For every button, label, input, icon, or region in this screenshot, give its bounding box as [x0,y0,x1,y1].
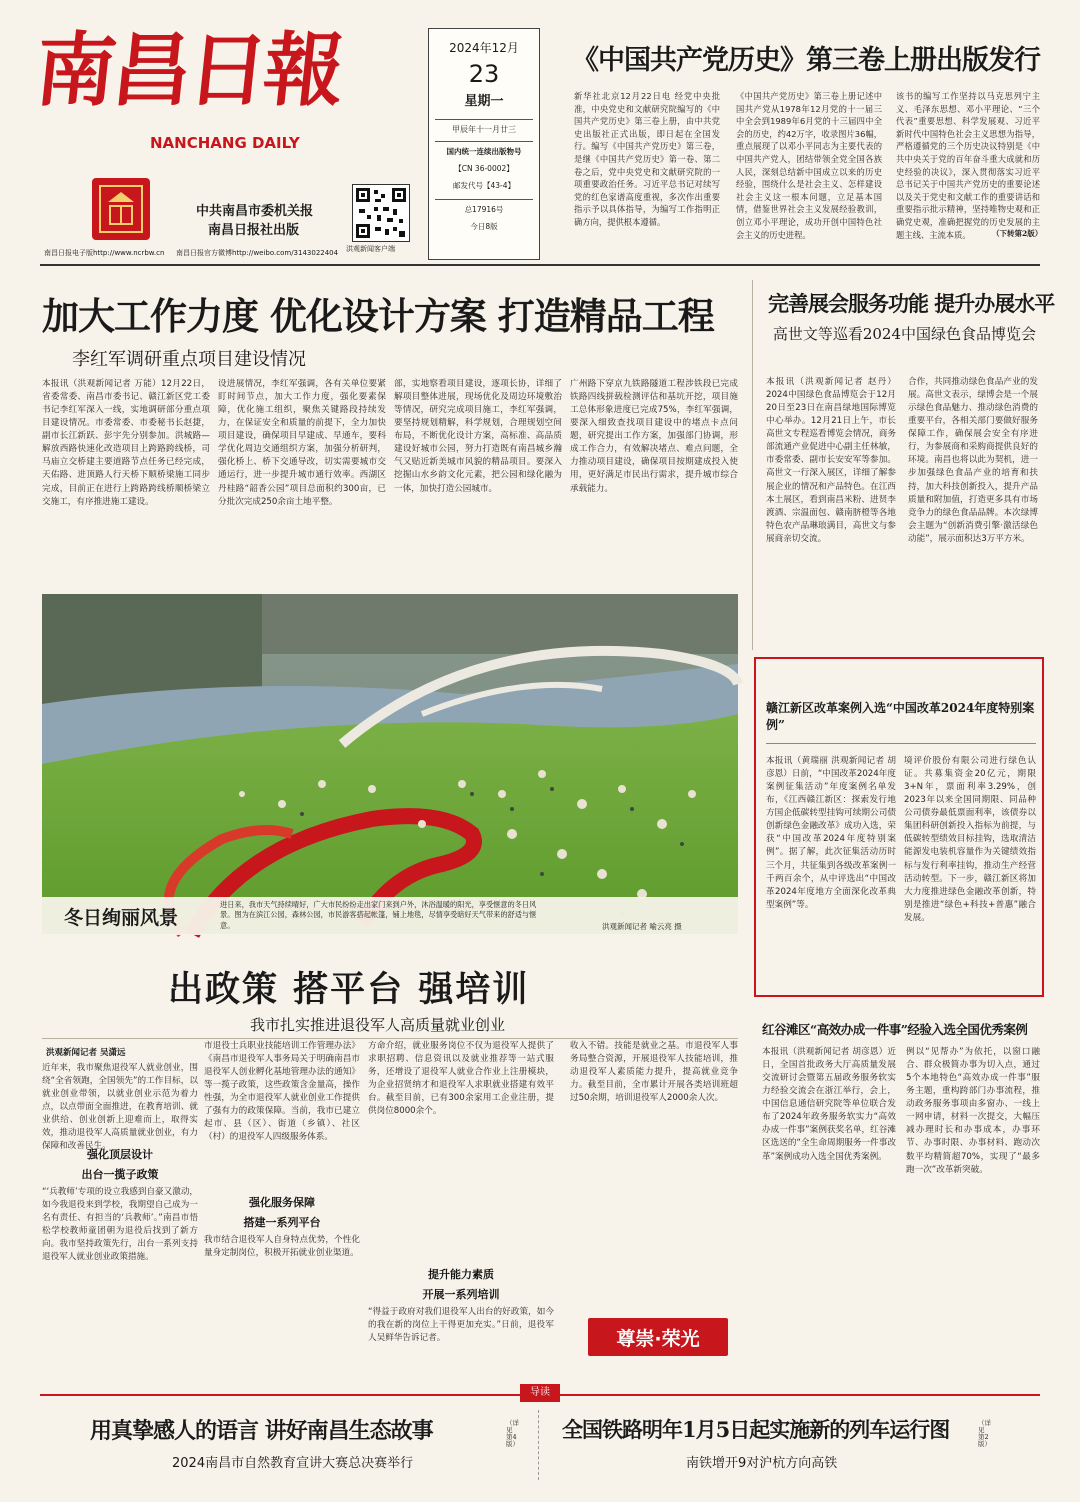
photo-title: 冬日绚丽风景 [64,907,179,929]
masthead-title-cn: 南昌日報 [31,23,345,117]
guide-right-note[interactable]: （详见第2版） [978,1419,991,1449]
jobs-sub-2: 强化服务保障 [249,1196,315,1209]
hongutan-headline[interactable]: 红谷滩区“高效办成一件事”经验入选全国优秀案例 [762,1022,1028,1037]
expo-subhead: 高世文等巡看2024中国绿色食品博览会 [772,325,1036,343]
lunar-date: 甲辰年十一月廿三 [452,125,516,134]
feature-box [754,657,1044,997]
jobs-sub-3b: 开展一系列培训 [422,1288,500,1301]
guide-left-note[interactable]: （详见第4版） [506,1419,519,1449]
publisher-line-2: 南昌日报社出版 [208,223,300,238]
jobs-col-1-text: 近年来，我市聚焦退役军人就业创业，围绕“全省领跑，全国领先”的工作目标，以就业创业带领，以就业创业示范为着力点，以点带面全面推进，在教育培训、就业供给、创业创新上迎难而上，取得实效，推动退役军人高质量就业创业，有力保障和改善民生。 [42,1063,198,1152]
main-col-1: 本报讯（洪观新闻记者 万能）12月22日，省委常委、南昌市委书记、赣江新区党工委书记李红军深入一线，实地调研部分重点项目建设情况。市委常委、市委秘书长赵捷，副市长江新跃、彭宇先分别参加。洪城路—解放西路快速化改造项目上跨路跨线桥，司马庙立交桥建主要道路节点任务已经完成，天佑路、进顶路人行天桥下顺桥梁施工同步完成，目前正在进行上跨路跨线桥顺桥梁立交施工，有序推进施工建设。 [42,379,210,507]
feature-col-1: 本报讯（黄瑞丽 洪观新闻记者 胡彦恩）日前，“中国改革2024年度案例征集活动”年度案例名单发布，《江西赣江新区：探索发行地方国企低碳转型挂钩可续期公司债 创新绿色金融改革》成功入选，荣获“中国改革2024年度特别案例”。据了解，此次征集活动历时三个月，共征集到各级改革案例一千两百余个，从中评选出“中国改革2024年度地方全面深化改革典型案例”等。 [766,756,896,910]
main-col-2: 设进展情况，李红军强调，各有关单位要紧盯时间节点，加大工作力度，强化要素保障，优化施工组织，聚焦关键路段持续发力，在保证安全和质量的前提下，全力加快项目建设，确保项目早建成、早通车，要科学优化周边交通组织方案，加强分析研判，强化桥上、桥下交通导改，切实需要城市交通运行，进一步提升城市通行效率。西湖区丹桂路“韶香公园”项目总面积约300亩，已分批次完成250余亩土地平整。 [218,379,386,507]
publisher-line-1: 中共南昌市委机关报 [196,204,314,219]
cn-code: 【CN 36-0002】 [454,164,514,173]
masthead-title-en: NANCHANG DAILY [150,134,300,152]
guide-divider [538,1410,539,1480]
footer-left-url[interactable]: 南昌日报电子版http://www.ncrbw.cn [44,249,165,257]
masthead [0,0,1080,262]
honor-label[interactable] [588,1318,728,1356]
main-subhead: 李红军调研重点项目建设情况 [72,349,306,370]
expo-headline[interactable]: 完善展会服务功能 提升办展水平 [768,291,1055,316]
expo-col-1: 本报讯（洪观新闻记者 赵丹）2024中国绿色食品博览会于12月20日至23日在南昌绿地国际博览中心举办。12月21日上午，市长高世文专程巡看博览会情况，商务部流通产业促进中心副主任林敏，市委常委、副市长安安军等参加。高世文一行深入展区，详细了解参展企业的情况和产品特色。在江西本土展区，看到南昌米粉、进贤李渡酒、宗温面包、赣南脐橙等各地特色农产品琳琅满目，高世文与参展商亲切交流。 [766,377,896,544]
date-day: 23 [468,60,500,88]
issn-title: 国内统一连续出版物号 [446,147,522,156]
jobs-col-3b-text: “得益于政府对我们退役军人出台的好政策，如今的我在新的岗位上干得更加充实。”日前，退役军人吴鲜华告诉记者。 [368,1307,554,1344]
main-col-3: 部，实地察看项目建设，逐项长协，详细了解项目整体进展，现场优化及周边环境敷治等情况，研究完成项目施工，李红军强调，要坚持规划精解，科学规划，合理规划空间布局，不断优化设计方案，高标准、高品质建设好城市公园，努力打造既有南昌城乡瀚气又贴近新美城市风貌的精品项目。要深入挖掘山水乡韵文化元素，把公园和绿化融为一体，加快打造公园城市。 [394,379,562,494]
jobs-col-2-text: 市退役士兵职业技能培训工作管理办法》《南昌市退役军人事务局关于明确南昌市退役军人创业孵化基地管理办法的通知》等一揽子政策，这些政策含金量高，操作性强，为全市退役军人就业创业工作提供了强有力的政策保障。当前，我市已建立起市、县（区）、街道（乡镇）、社区（村）的退役军人四级服务体系。 [204,1041,360,1143]
post-code: 邮发代号【43-4】 [452,181,516,190]
page-count: 今日8版 [470,222,498,231]
jobs-col-1b-text: “‘兵教师’专项的设立我感到自豪又激动，如今我退役来到学校，我期望自己成为一名有责任、有担当的‘兵教师’。”南昌市悟松学校教师童团朝为退役后找到了新方向。我市坚持政策先行，出台一系列支持退役军人就业创业政策措施。 [42,1187,199,1263]
photo-caption-bar [42,897,738,935]
masthead-divider [40,264,1040,266]
footer-right-url[interactable]: 南昌日报官方微博http://weibo.com/3143022404 [176,249,339,257]
jobs-sub-2b: 搭建一系列平台 [243,1216,321,1229]
main-headline[interactable]: 加大工作力度 优化设计方案 打造精品工程 [42,295,714,338]
feature-headline[interactable]: 赣江新区改革案例入选“中国改革2024年度特别案例” [766,699,1036,744]
lead-col-2: 《中国共产党历史》第三卷上册记述中国共产党从1978年12月党的十一届三中全会到1989年6月党的十三届四中全会的历史，约42万字，收录图片36幅，重点展现了以邓小平同志为主要代表的中国共产党人，团结带领全党全国各族人民，深刻总结新中国成立以来的历史经验，围绕什么是社会主义、怎样建设社会主义这一根本问题，立足基本国情，借鉴世界社会主义发展经验教训，创立邓小平理论，成功开创中国特色社会主义的历史进程。 [736,91,882,240]
feature-col-2: 境评价股份有限公司进行绿色认证。共募集资金20亿元，期限3+N年，票面利率3.29%，创2023年以来全国同期限、同品种公司债券最低票面利率，该债券以集团科研创新投入指标为前提，与低碳转型绩效目标挂钩，选取清洁能源发电装机容量作为关键绩效指标与发行利率挂钩，推动生产经营活动转型。下一步，赣江新区将加大力度推进绿色金融改革创新，特别是推进“绿色+科技+普惠”融合发展。 [904,756,1036,923]
photo-caption: 进日来，我市天气持续晴好，广大市民纷纷走出家门来到户外，沐浴温暖的阳光，享受惬意的冬日风景。图为在滨江公园，森林公园，市民游客搭起帐篷，铺上地毯，尽情享受暗好天气带来的舒适与惬意。 [220,900,537,930]
jobs-col-3-text: 方命介绍，就业服务岗位不仅为退役军人提供了求职招聘、信息资讯以及就业推荐等一站式服务，还增设了退役军人就业合作业上注册模块，为企业招贤纳才和退役军人求职就业搭建有效平台。截至目前，已有300余家用工企业注册，提供岗位8000余个。 [368,1041,554,1117]
lead-headline[interactable]: 《中国共产党历史》第三卷上册出版发行 [572,45,1040,76]
jobs-divider [42,1038,738,1039]
jobs-col-3 [368,1040,554,1354]
issue-number: 总17916号 [464,205,504,214]
jobs-sub-3: 提升能力素质 [428,1268,494,1281]
expo-col-2: 合作，共同推动绿色食品产业的发展。高世文表示，绿博会是一个展示绿色食品魅力、推动绿色消费的重要平台，各相关部门要做好服务保障工作，确保展会安全有序进行，为参展商和采购商提供良好的环境。南昌也将以此为契机，进一步加强绿色食品产业的培育和扶持，加大科技创新投入，提升产品质量和附加值，打造更多具有市场竞争力的绿色食品品牌。本次绿博会主题为“创新消费引擎·激活绿色动能”，展示面积达3万平方米。 [908,377,1038,544]
guide-right-headline[interactable]: 全国铁路明年1月5日起实施新的列车运行图 [562,1417,950,1442]
date-month: 2024年12月 [449,41,519,55]
jobs-sub-1: 强化顶层设计 [87,1148,153,1161]
jobs-byline: 洪观新闻记者 吴潇远 [46,1048,126,1058]
guide-left-subhead: 2024南昌市自然教育宣讲大赛总决赛举行 [172,1456,414,1471]
honor-label-text: 尊崇·荣光 [616,1327,700,1350]
guide-left-headline[interactable]: 用真挚感人的语言 讲好南昌生态故事 [90,1418,433,1444]
jobs-subhead: 我市扎实推进退役军人高质量就业创业 [250,1016,506,1034]
hongutan-col-2: 例以“见帮办”为依托，以窗口融合、群众极简办事为切入点，通过5个本地特色“高效办成一件事”服务主题，重构跨部门办事流程，推动政务服务事项由多窗办、一线上一网申请，材料一次提交，大幅压减办理时长和办事成本，办事环节、办事时限、办事材料、跑动次数平均精简超70%，实现了“最多跑一次”改革新突破。 [906,1047,1040,1175]
hongutan-col-1: 本报讯（洪观新闻记者 胡彦恩）近日，全国首批政务大厅高质量发展交流研讨会暨第五届政务服务软实力经验交流会在浙江举行，会上，中国信息通信研究院等单位联合发布了2024年政务服务软实力“高效办成一件事”案例获奖名单，红谷滩区选送的“全生命周期服务一件事改革”案例成功入选全国优秀案例。 [762,1047,896,1162]
date-weekday: 星期一 [464,94,504,109]
qr-caption: 洪观新闻客户端 [346,245,395,253]
jobs-col-4: 收入不错。技能是就业之基。市退役军人事务局整合资源，开展退役军人技能培训，推动退役军人素质能力提升，提高就业竞争力。截至目前，全市累计开展各类培训班超过50余期，培训退役军人2000余人次。 [570,1041,738,1104]
guide-label: 导读 [520,1384,560,1402]
jobs-headline[interactable]: 出政策 搭平台 强培训 [168,969,530,1010]
seal-logo [92,178,150,240]
winter-scenery-photo[interactable] [42,594,738,934]
jobs-col-2b-text: 我市结合退役军人自身特点优势，个性化量身定制岗位，积极开拓就业创业渠道。 [204,1235,360,1259]
main-col-4: 广州路下穿京九铁路隧道工程涉铁段已完成铁路四线拼载检测评估和基坑开挖，项目施工总体形象进度已完成75%，李红军强调，要深入细致查找项目建设中的堵点卡点问题，研究提出工作方案，加强部门协调，形成工作合力，有效解决堵点、难点问题，全力推动项目建设，确保项目按期建成投入使用，更好满足市民出行需求，提升城市综合承载能力。 [570,379,738,494]
jobs-col-1 [42,1044,198,1354]
lead-col-1: 新华社北京12月22日电 经党中央批准，中央党史和文献研究院编写的《中国共产党历史》第三卷上册，由中共党史出版社正式出版，即日起在全国发行。编写《中国共产党历史》第三卷，是继《中国共产党历史》第一卷、第二卷之后，党中央党史和文献研究院的一项重要政治任务。习近平总书记对续写党的红色家谱高度重视，多次作出重要指示予以具体指导，为编写工作指明正确方向，提供根本遵循。 [574,91,720,228]
lead-continued: （下转第2版） [992,229,1043,238]
guide-right-subhead: 南铁增开9对沪杭方向高铁 [686,1456,838,1471]
jobs-sub-1b: 出台一揽子政策 [81,1168,159,1181]
right-column-divider [752,280,753,650]
date-box [428,28,540,260]
photo-credit: 洪观新闻记者 喻云亮 摄 [602,922,682,931]
qr-code[interactable] [352,184,410,242]
lead-col-3: 该书的编写工作坚持以马克思列宁主义、毛泽东思想、邓小平理论、“三个代表”重要思想、科学发展观、习近平新时代中国特色社会主义思想为指导，严格遵循党的三个历史决议特别是《中共中央关于党的百年奋斗重大成就和历史经验的决议》，深入贯彻落实习近平总书记关于中国共产党历史的重要论述以及关于党史和文献工作的重要讲话和重要指示批示精神，坚持唯物史观和正确党史观，准确把握党的历史发展的主题主线、主流本质。 [896,91,1040,240]
jobs-col-2 [204,1040,360,1354]
